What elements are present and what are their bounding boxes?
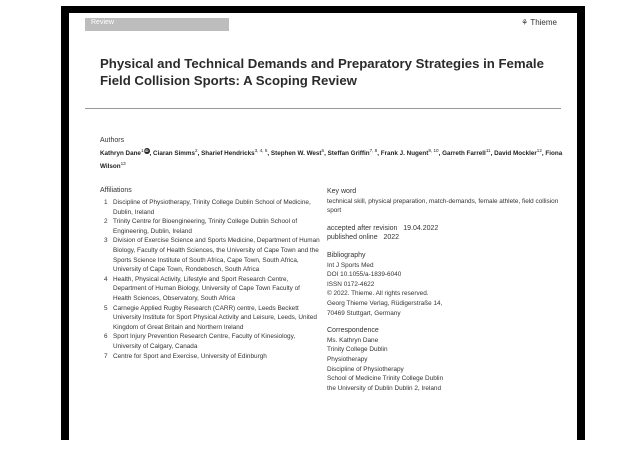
author-name: Steffan Griffin$^{7, 8}$ (327, 148, 378, 158)
affiliation-item (100, 304, 320, 333)
correspondence-heading: Correspondence (327, 327, 379, 335)
published-label: published online (327, 234, 378, 242)
publisher-name: Thieme (530, 18, 557, 27)
author-affiliation-ref: 13 (120, 160, 126, 166)
affiliation-number: 1 (104, 199, 108, 206)
affiliation-number: 4 (104, 275, 108, 283)
accepted-label: accepted after revision (327, 224, 398, 232)
author-list: Kathryn Dane$^1$iD, Ciaran Simms$^2$, Sharief Hendricks$^{3, 4, 5}$, Stephen W. West$^6$, Steffan Griffin$^{7, 8}$, Frank J. Nugent$^{9, 10}$, Garreth Farrell$^{11}$, David Mockler$^{12}$, Fiona Wilson$^{13}$ (100, 148, 563, 170)
affiliation-text: Carnegie Applied Rugby Research (CARR) centre, Leeds Beckett University Institute for Sport Physical Activity and Leisure, Leeds, United Kingdom of Great Britain and Northern Ireland (113, 304, 317, 331)
thieme-logo-icon: ⚘ (521, 18, 529, 27)
author-affiliation-ref: 9, 10 (428, 148, 439, 153)
publisher-city: 70469 Stuttgart, Germany (327, 309, 401, 317)
issn: ISSN 0172-4622 (327, 280, 375, 288)
author-name: Garreth Farrell$^{11}$ (442, 148, 491, 158)
correspondence-line: the University of Dublin Dublin 2, Ireland (327, 384, 442, 392)
author-name: Sharief Hendricks$^{3, 4, 5}$ (201, 148, 268, 158)
article-page (69, 13, 577, 440)
author-affiliation-ref: 12 (536, 148, 542, 153)
author-affiliation-ref: 2 (195, 148, 198, 153)
accepted-value: 19.04.2022 (403, 224, 439, 232)
affiliation-number: 5 (104, 304, 108, 312)
published-date (327, 233, 563, 243)
bibliography-heading: Bibliography (327, 251, 366, 259)
affiliation-item (100, 332, 320, 351)
affiliation-text: Discipline of Physiotherapy, Trinity College Dublin School of Medicine, Dublin, Ireland (113, 199, 311, 216)
published-value: 2022 (383, 234, 400, 242)
affiliation-item (100, 236, 320, 274)
publisher (521, 18, 557, 27)
article-title: Physical and Technical Demands and Preparatory Strategies in Female Field Collision Sports: A Scoping Review (100, 56, 544, 88)
orcid-icon[interactable]: iD (144, 148, 149, 153)
author-affiliation-ref: 3, 4, 5 (254, 148, 268, 153)
affiliation-number: 6 (104, 333, 108, 341)
author-name: Kathryn Dane$^1$iD (100, 148, 149, 158)
journal-name: Int J Sports Med (327, 261, 374, 269)
author-name: Stephen W. West$^6$ (270, 148, 325, 158)
accepted-date (327, 224, 563, 234)
correspondence-line: Discipline of Physiotherapy (327, 365, 404, 373)
keywords-heading: Key word (327, 188, 357, 195)
authors-heading: Authors (100, 137, 125, 144)
affiliation-text: Health, Physical Activity, Lifestyle and Sport Research Centre, Department of Human Biology, University of Cape Town Faculty of Health Sciences, Observatory, South Africa (113, 275, 300, 302)
copyright: © 2022. Thieme. All rights reserved. (327, 290, 429, 298)
author-name: David Mockler$^{12}$ (494, 148, 542, 158)
affiliation-item (100, 198, 320, 217)
affiliation-item (100, 352, 320, 362)
affiliation-text: Division of Exercise Science and Sports Medicine, Department of Human Biology, Faculty of Health Sciences, the University of Cape Town and the Sports Science Institute of South Africa, Cape Town, South Africa, University of Cape Town, Rondebosch, South Africa (113, 237, 320, 274)
affiliation-item (100, 217, 320, 236)
affiliation-number: 3 (104, 237, 108, 245)
author-name: Fiona Wilson$^{13}$ (100, 150, 563, 170)
correspondence-line: Physiotherapy (327, 355, 368, 363)
author-name: Frank J. Nugent$^{9, 10}$ (380, 148, 439, 158)
affiliation-number: 7 (104, 352, 108, 360)
publisher-address: Georg Thieme Verlag, Rüdigerstraße 14, (327, 299, 443, 307)
affiliation-text: Trinity Centre for Bioengineering, Trinity College Dublin School of Engineering, Dublin, Ireland (113, 218, 298, 235)
author-affiliation-ref: 11 (485, 148, 491, 153)
affiliation-list (100, 198, 320, 361)
affiliation-item (100, 275, 320, 304)
author-affiliation-ref: 7, 8 (369, 148, 378, 153)
author-affiliation-ref: 1 (140, 148, 144, 153)
doi: DOI 10.1055/a-1839-6040 (327, 271, 402, 279)
author-affiliation-ref: 6 (321, 148, 325, 153)
correspondence-line: Trinity College Dublin (327, 346, 388, 354)
affiliation-text: Sport Injury Prevention Research Centre, Faculty of Kinesiology, University of Calgary, Canada (113, 333, 296, 350)
author-name: Ciaran Simms$^2$ (153, 148, 198, 158)
affiliation-number: 2 (104, 218, 108, 226)
correspondence-line: School of Medicine Trinity College Dublin (327, 375, 444, 383)
article-metadata (327, 187, 563, 393)
correspondence-line: Ms. Kathryn Dane (327, 336, 379, 344)
keywords-text: technical skill, physical preparation, match-demands, female athlete, field collision sport (327, 197, 559, 215)
section-tag (85, 18, 229, 31)
title-divider (85, 108, 561, 109)
section-label: Review (91, 19, 114, 26)
affiliations-heading: Affiliations (100, 187, 132, 194)
affiliation-text: Centre for Sport and Exercise, University of Edinburgh (113, 352, 267, 360)
correspondence-lines (327, 336, 563, 394)
